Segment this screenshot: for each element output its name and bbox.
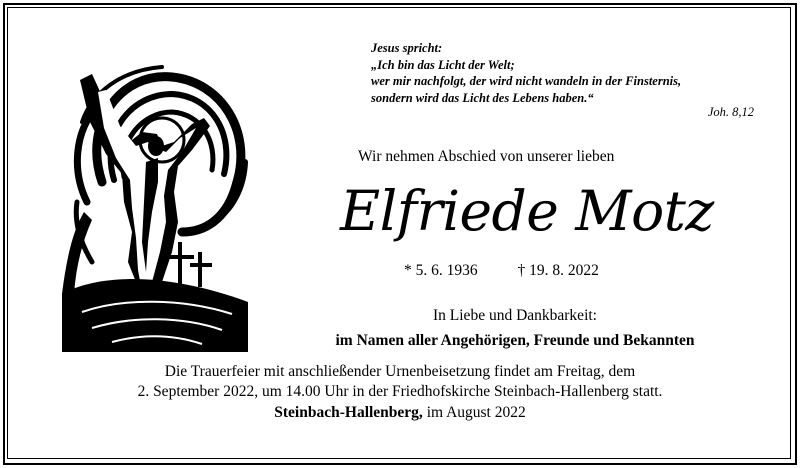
farewell-intro: Wir nehmen Abschied von unserer lieben: [358, 148, 615, 165]
place-and-date: [40, 404, 760, 422]
quote-line: Jesus spricht:: [371, 41, 443, 55]
quote-line: wer mir nachfolgt, der wird nicht wandeln in der Finsternis,: [371, 74, 682, 88]
mourners: [298, 303, 732, 353]
deceased-name: Elfriede Motz: [340, 179, 714, 243]
birth-date: * 5. 6. 1936: [404, 262, 478, 279]
bible-quote: [371, 40, 761, 106]
funeral-line: 2. September 2022, um 14.00 Uhr in der Friedhofskirche Steinbach-Hallenberg statt.: [137, 383, 663, 400]
funeral-notice: [40, 362, 760, 402]
quote-line: „Ich bin das Licht der Welt;: [371, 57, 515, 72]
life-dates: [404, 262, 599, 280]
thanks-line: In Liebe und Dankbarkeit:: [433, 307, 597, 324]
quote-line: sondern wird das Licht des Lebens haben.“: [371, 90, 594, 105]
place-city: Steinbach-Hallenberg,: [274, 404, 423, 421]
place-date: im August 2022: [422, 404, 526, 421]
quote-source: Joh. 8,12: [707, 105, 754, 119]
risen-christ-woodcut-icon: [62, 62, 248, 352]
mourners-line: im Namen aller Angehörigen, Freunde und Bekannten: [335, 332, 695, 349]
funeral-line: Die Trauerfeier mit anschließender Urnenbeisetzung findet am Freitag, dem: [164, 363, 636, 380]
death-date: † 19. 8. 2022: [517, 262, 599, 279]
